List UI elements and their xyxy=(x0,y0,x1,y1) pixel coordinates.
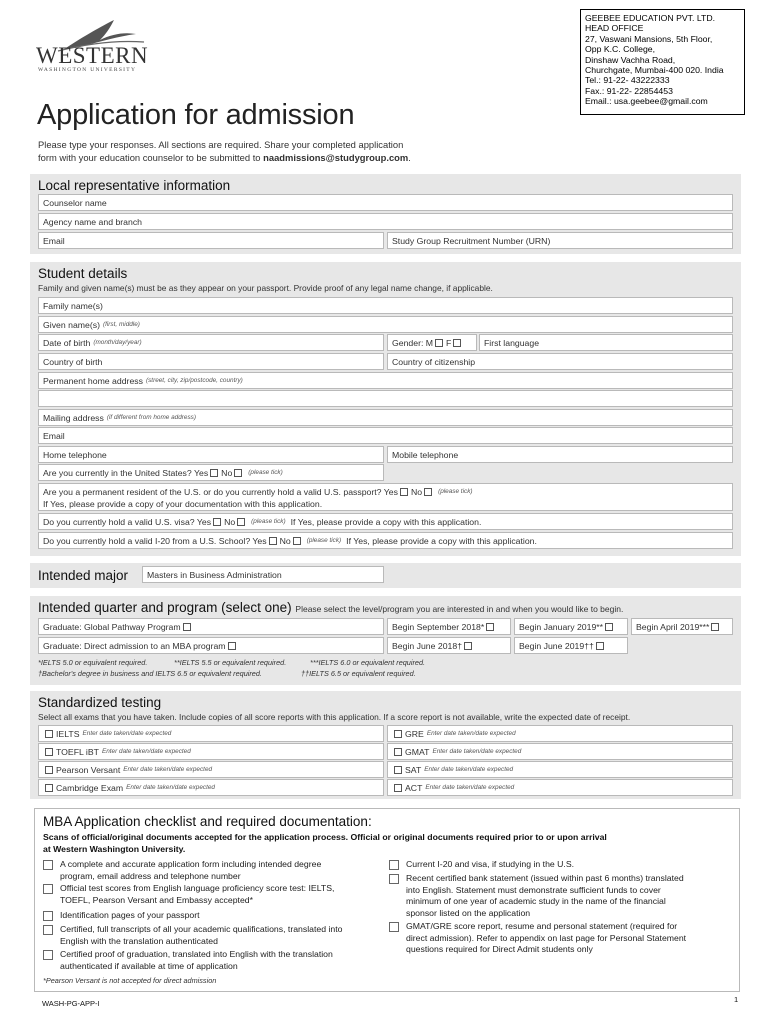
field-label: Permanent home address xyxy=(43,375,143,386)
visa-yes-checkbox[interactable] xyxy=(213,518,221,526)
checklist-item xyxy=(43,910,393,922)
office-line: Fax.: 91-22- 22854453 xyxy=(585,85,673,96)
test-cambridge[interactable] xyxy=(38,779,384,796)
logo-subtitle: WASHINGTON UNIVERSITY xyxy=(38,67,137,73)
field-label: Agency name and branch xyxy=(43,216,143,227)
option-label: Graduate: Direct admission to an MBA program xyxy=(43,640,226,651)
option-label: Begin June 2019†† xyxy=(519,640,594,651)
field-label: Gender: M xyxy=(392,337,434,348)
field-label: Date of birth xyxy=(43,337,91,348)
checklist-checkbox[interactable] xyxy=(43,884,53,894)
test-label: ACT xyxy=(405,782,423,793)
in-us-no-checkbox[interactable] xyxy=(234,469,242,477)
field-label: Mobile telephone xyxy=(392,449,459,460)
standardized-testing-section xyxy=(30,691,741,799)
option-label: Begin June 2018† xyxy=(392,640,463,651)
option-label: Begin April 2019*** xyxy=(636,621,710,632)
field-hint: Enter date taken/date expected xyxy=(82,730,172,737)
test-label: TOEFL iBT xyxy=(56,746,99,757)
checklist-item xyxy=(43,949,393,972)
field-label: Family name(s) xyxy=(43,300,103,311)
item-line: Current I-20 and visa, if studying in the U.S. xyxy=(406,859,575,869)
question-followup: If Yes, please provide a copy with this application. xyxy=(290,516,482,527)
option-label: Begin September 2018* xyxy=(392,621,485,632)
option-label: Graduate: Global Pathway Program xyxy=(43,621,181,632)
in-us-yes-checkbox[interactable] xyxy=(210,469,218,477)
sat-checkbox[interactable] xyxy=(394,766,402,774)
test-label: GRE xyxy=(405,728,424,739)
item-line: direct admission). Refer to appendix on last page for Personal Statement xyxy=(406,932,687,943)
jun-2019-checkbox[interactable] xyxy=(596,642,604,650)
field-label: Given name(s) xyxy=(43,319,100,330)
student-details-section xyxy=(30,262,741,556)
test-pearson[interactable] xyxy=(38,761,384,778)
question-followup: If Yes, please provide a copy with this application. xyxy=(346,535,537,546)
mba-note-line-1: Scans of official/original documents accepted for the application process. Official or original documents required prior to or upon arrival xyxy=(43,832,607,842)
question-text: Are you a permanent resident of the U.S. or do you currently hold a valid U.S. passport? Yes xyxy=(43,487,398,497)
perm-res-yes-checkbox[interactable] xyxy=(400,488,408,496)
gender-field xyxy=(387,334,477,351)
item-line: Certified proof of graduation, translated into English with the translation xyxy=(60,949,333,959)
global-pathway-option[interactable] xyxy=(38,618,384,635)
perm-res-no-checkbox[interactable] xyxy=(424,488,432,496)
item-line: into English. Statement must demonstrate sufficient funds to cover xyxy=(406,884,661,895)
field-hint: (please tick) xyxy=(248,469,283,476)
checklist-item xyxy=(43,883,393,906)
mobile-telephone-field[interactable] xyxy=(387,446,733,463)
apr-2019-option[interactable] xyxy=(631,618,733,635)
gmat-checkbox[interactable] xyxy=(394,748,402,756)
field-label: Mailing address xyxy=(43,412,104,423)
section-title xyxy=(38,600,623,615)
direct-mba-checkbox[interactable] xyxy=(228,642,236,650)
office-address-box xyxy=(580,9,745,115)
pearson-checkbox[interactable] xyxy=(45,766,53,774)
field-label: Country of birth xyxy=(43,356,103,367)
checklist-checkbox[interactable] xyxy=(43,925,53,935)
footnote-ielts-6: ***IELTS 6.0 or equivalent required. xyxy=(310,658,426,667)
page-number: 1 xyxy=(734,995,739,1004)
field-hint: Enter date taken/date expected xyxy=(432,748,522,755)
mba-note-line-2: at Western Washington University. xyxy=(43,844,186,854)
office-line: Tel.: 91-22- 43222333 xyxy=(585,75,670,86)
item-line: program, email address and telephone number xyxy=(60,870,241,881)
section-title: Standardized testing xyxy=(38,695,162,710)
mba-checklist-section xyxy=(34,808,740,992)
page-title: Application for admission xyxy=(37,99,355,131)
test-gre[interactable] xyxy=(387,725,733,742)
local-email-field[interactable] xyxy=(38,232,384,249)
no-label: No xyxy=(279,535,291,546)
sep-2018-checkbox[interactable] xyxy=(486,623,494,631)
item-line: Certified, full transcripts of all your academic qualifications, translated into xyxy=(60,924,343,934)
intended-major-section xyxy=(30,563,741,588)
item-line: Recent certified bank statement (issued within past 6 months) translated xyxy=(406,873,684,883)
intro-line-2-text: form with your education counselor to be submitted to xyxy=(38,151,261,163)
test-label: GMAT xyxy=(405,746,430,757)
test-label: Pearson Versant xyxy=(56,764,121,775)
permanent-resident-question xyxy=(38,483,733,511)
intended-major-field[interactable] xyxy=(142,566,384,583)
field-hint: (first, middle) xyxy=(102,321,140,328)
option-label: Begin January 2019** xyxy=(519,621,604,632)
question-text: Do you currently hold a valid U.S. visa? Yes xyxy=(43,516,212,527)
country-of-birth-field[interactable] xyxy=(38,353,384,370)
test-sat[interactable] xyxy=(387,761,733,778)
footnote-ielts-5: *IELTS 5.0 or equivalent required. xyxy=(38,658,148,667)
date-of-birth-field[interactable] xyxy=(38,334,384,351)
field-hint: (please tick) xyxy=(306,537,342,544)
jan-2019-checkbox[interactable] xyxy=(605,623,613,631)
field-label: Country of citizenship xyxy=(392,356,476,367)
apr-2019-checkbox[interactable] xyxy=(711,623,719,631)
field-hint: Enter date taken/date expected xyxy=(123,766,213,773)
checklist-checkbox[interactable] xyxy=(389,860,399,870)
i20-yes-checkbox[interactable] xyxy=(269,537,277,545)
program-section xyxy=(30,596,741,685)
field-label: Study Group Recruitment Number (URN) xyxy=(392,235,551,246)
question-text: Are you currently in the United States? Yes xyxy=(43,467,209,478)
section-title: Intended major xyxy=(38,568,129,583)
gender-f-checkbox[interactable] xyxy=(453,339,461,347)
visa-no-checkbox[interactable] xyxy=(237,518,245,526)
section-note: Please select the level/program you are interested in and when you would like to begin. xyxy=(295,604,624,614)
checklist-item xyxy=(43,859,393,882)
item-line: Official test scores from English language proficiency score test: IELTS, xyxy=(60,883,335,893)
office-line: Opp K.C. College, xyxy=(585,44,656,55)
section-title-text: Intended quarter and program (select one) xyxy=(38,600,292,615)
checklist-checkbox[interactable] xyxy=(389,874,399,884)
submission-email: naadmissions@studygroup.com xyxy=(263,151,409,163)
no-label: No xyxy=(224,516,236,527)
field-hint: (street, city, zip/postcode, country) xyxy=(145,377,243,384)
checklist-checkbox[interactable] xyxy=(43,911,53,921)
office-line: Dinshaw Vachha Road, xyxy=(585,54,676,65)
field-hint: Enter date taken/date expected xyxy=(126,784,215,791)
gender-m-checkbox[interactable] xyxy=(435,339,443,347)
first-language-field[interactable] xyxy=(479,334,733,351)
mailing-address-field[interactable] xyxy=(38,409,733,426)
item-line: questions required for Direct Admit students only xyxy=(406,944,593,954)
no-label: No xyxy=(221,467,233,478)
form-code: WASH-PG-APP-I xyxy=(42,999,100,1008)
item-line: English with the translation authenticated xyxy=(60,935,218,946)
global-pathway-checkbox[interactable] xyxy=(183,623,191,631)
test-act[interactable] xyxy=(387,779,733,796)
item-line: A complete and accurate application form including intended degree xyxy=(60,859,322,869)
jun-2018-checkbox[interactable] xyxy=(464,642,472,650)
test-label: IELTS xyxy=(56,728,80,739)
checklist-item xyxy=(389,921,734,956)
footnote-ielts-65: ††IELTS 6.5 or equivalent required. xyxy=(301,669,416,678)
field-label: Counselor name xyxy=(43,197,107,208)
office-line: Email.: usa.geebee@gmail.com xyxy=(585,96,708,107)
field-hint: (if different from home address) xyxy=(106,414,196,421)
urn-field[interactable] xyxy=(387,232,733,249)
field-hint: (month/day/year) xyxy=(93,339,142,346)
question-text: Do you currently hold a valid I-20 from a U.S. School? Yes xyxy=(43,535,267,546)
item-line: sponsor listed on the application xyxy=(406,907,531,918)
field-hint: Enter date taken/date expected xyxy=(424,766,514,773)
section-subtitle: Family and given name(s) must be as they appear on your passport. Provide proof of any legal name change, if applicable. xyxy=(38,283,493,293)
home-telephone-field[interactable] xyxy=(38,446,384,463)
permanent-address-line-2[interactable] xyxy=(38,390,733,407)
checklist-checkbox[interactable] xyxy=(389,922,399,932)
checklist-item xyxy=(389,873,734,919)
given-name-field[interactable] xyxy=(38,316,733,333)
local-representative-section xyxy=(30,174,741,254)
field-hint: Enter date taken/date expected xyxy=(426,730,516,737)
student-email-field[interactable] xyxy=(38,427,733,444)
footnote-ielts-55: **IELTS 5.5 or equivalent required. xyxy=(174,658,287,667)
toefl-checkbox[interactable] xyxy=(45,748,53,756)
intro-line-2 xyxy=(38,152,411,165)
checklist-item xyxy=(389,859,734,871)
test-ielts[interactable] xyxy=(38,725,384,742)
section-subtitle: Select all exams that you have taken. Include copies of all score reports with this application. If a score report is not available, write the expected date of receipt. xyxy=(38,712,631,722)
jun-2018-option[interactable] xyxy=(387,637,511,654)
i20-question xyxy=(38,532,733,549)
mba-footnote: *Pearson Versant is not accepted for direct admission xyxy=(43,976,217,985)
jun-2019-option[interactable] xyxy=(514,637,628,654)
sep-2018-option[interactable] xyxy=(387,618,511,635)
question-followup: If Yes, please provide a copy of your documentation with this application. xyxy=(43,499,323,509)
ielts-checkbox[interactable] xyxy=(45,730,53,738)
office-line: 27, Vaswani Mansions, 5th Floor, xyxy=(585,33,713,44)
office-line: HEAD OFFICE xyxy=(585,23,644,34)
in-us-question xyxy=(38,464,384,481)
office-line: Churchgate, Mumbai-400 020. India xyxy=(585,65,724,76)
field-label: Email xyxy=(43,235,65,246)
item-line: Identification pages of your passport xyxy=(60,910,200,920)
family-name-field[interactable] xyxy=(38,297,733,314)
counselor-name-field[interactable] xyxy=(38,194,733,211)
footnote-bachelor: †Bachelor's degree in business and IELTS 6.5 or equivalent required. xyxy=(38,669,262,678)
intro-line-1: Please type your responses. All sections are required. Share your completed application xyxy=(38,139,404,150)
item-line: minimum of one year of academic study in the name of the financial xyxy=(406,896,666,906)
visa-question xyxy=(38,513,733,530)
item-line: authenticated if available at time of application xyxy=(60,960,238,971)
field-label: F xyxy=(446,337,452,348)
test-toefl[interactable] xyxy=(38,743,384,760)
field-hint: (please tick) xyxy=(251,518,286,525)
field-label: Email xyxy=(43,430,65,441)
logo-wordmark: WESTERN xyxy=(36,43,149,68)
checklist-item xyxy=(43,924,393,947)
no-label: No xyxy=(410,487,423,497)
field-label: First language xyxy=(484,337,540,348)
checklist-checkbox[interactable] xyxy=(43,950,53,960)
gre-checkbox[interactable] xyxy=(394,730,402,738)
intro-end: . xyxy=(408,151,411,163)
field-hint: Enter date taken/date expected xyxy=(101,748,191,755)
mba-requirements-note xyxy=(43,831,607,855)
field-hint: Enter date taken/date expected xyxy=(425,784,515,791)
checklist-checkbox[interactable] xyxy=(43,860,53,870)
test-label: SAT xyxy=(405,764,422,775)
item-line: TOEFL, Pearson Versant and Embassy accepted* xyxy=(60,894,253,905)
test-gmat[interactable] xyxy=(387,743,733,760)
section-title: Local representative information xyxy=(38,178,231,193)
cambridge-checkbox[interactable] xyxy=(45,784,53,792)
field-value: Masters in Business Administration xyxy=(147,569,282,580)
agency-name-field[interactable] xyxy=(38,213,733,230)
act-checkbox[interactable] xyxy=(394,784,402,792)
country-of-citizenship-field[interactable] xyxy=(387,353,733,370)
item-line: GMAT/GRE score report, resume and personal statement (required for xyxy=(406,921,678,931)
direct-mba-option[interactable] xyxy=(38,637,384,654)
section-title: MBA Application checklist and required documentation: xyxy=(43,814,372,829)
intro-text xyxy=(38,139,411,164)
test-label: Cambridge Exam xyxy=(56,782,124,793)
field-hint: (please tick) xyxy=(438,488,473,495)
office-line: GEEBEE EDUCATION PVT. LTD. xyxy=(585,13,716,23)
field-label: Home telephone xyxy=(43,449,107,460)
section-title: Student details xyxy=(38,266,128,281)
permanent-address-field[interactable] xyxy=(38,372,733,389)
i20-no-checkbox[interactable] xyxy=(293,537,301,545)
jan-2019-option[interactable] xyxy=(514,618,628,635)
